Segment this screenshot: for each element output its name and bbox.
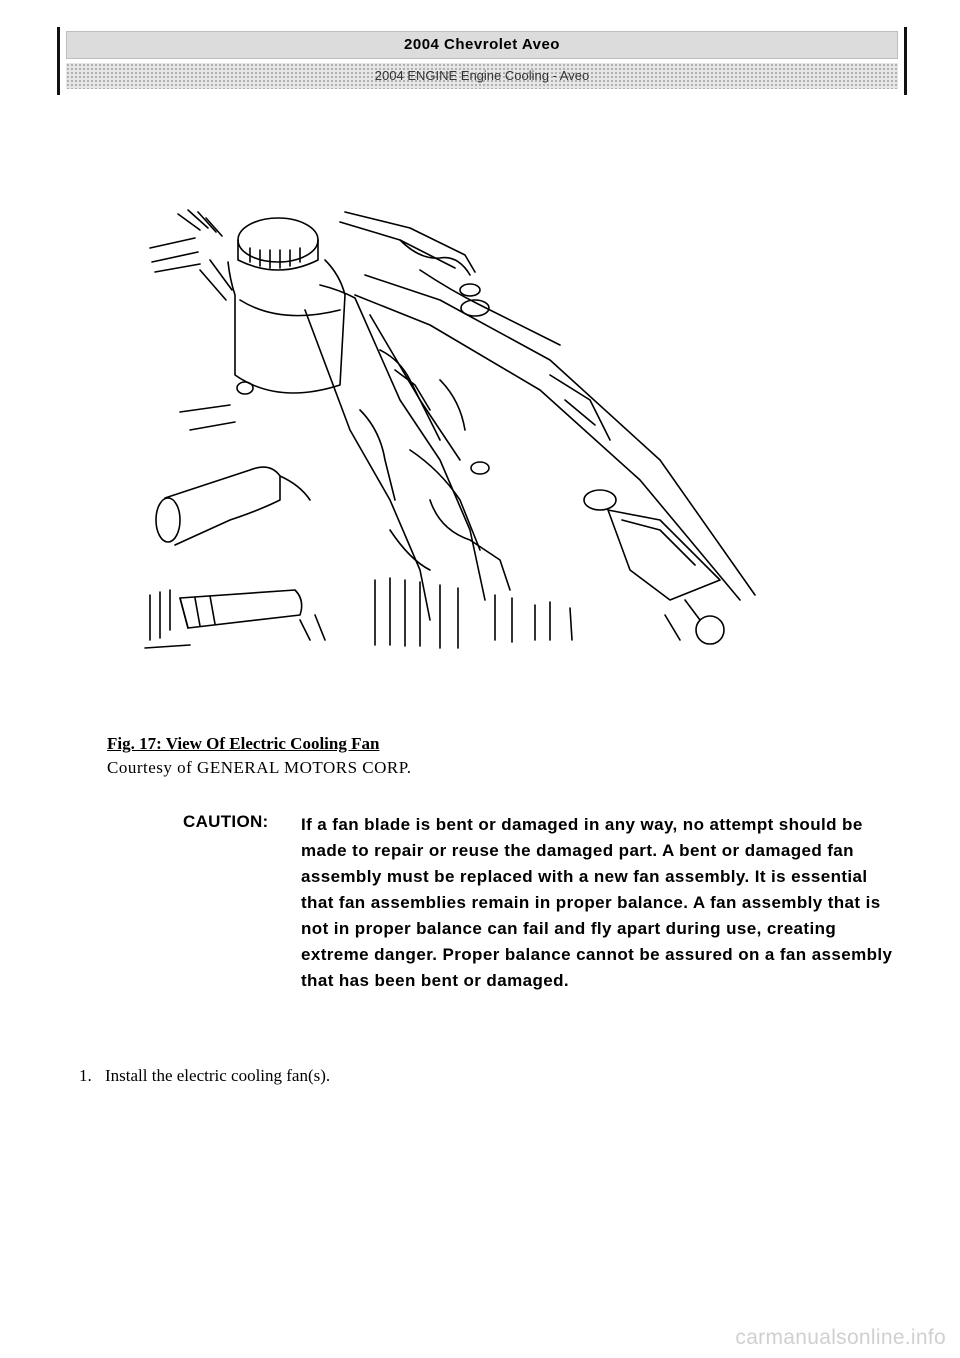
document-subtitle: 2004 ENGINE Engine Cooling - Aveo bbox=[66, 63, 898, 89]
caution-label: CAUTION: bbox=[183, 812, 269, 831]
figure-title: Fig. 17: View Of Electric Cooling Fan bbox=[107, 734, 380, 753]
procedure-step bbox=[79, 1066, 330, 1086]
caution-text: If a fan blade is bent or damaged in any way, no attempt should be made to repair or reuse the damaged part. A bent or damaged fan assembly must be replaced with a new fan assembly. It is essential that fan assemblies remain in proper balance. A fan assembly that is not in proper balance can fail and fly apart during use, creating extreme danger. Proper balance cannot be assured on a fan assembly that has been bent or damaged. bbox=[301, 815, 893, 990]
site-watermark: carmanualsonline.info bbox=[735, 1326, 946, 1349]
document-title: 2004 Chevrolet Aveo bbox=[66, 31, 898, 59]
figure-credit: Courtesy of GENERAL MOTORS CORP. bbox=[107, 758, 412, 777]
header-left-rule bbox=[57, 27, 60, 95]
figure-caption bbox=[107, 734, 412, 778]
cooling-fan-illustration bbox=[140, 200, 770, 660]
step-text: Install the electric cooling fan(s). bbox=[105, 1066, 331, 1085]
header-right-rule bbox=[904, 27, 907, 95]
page-header bbox=[57, 27, 907, 95]
step-number: 1. bbox=[79, 1066, 92, 1085]
